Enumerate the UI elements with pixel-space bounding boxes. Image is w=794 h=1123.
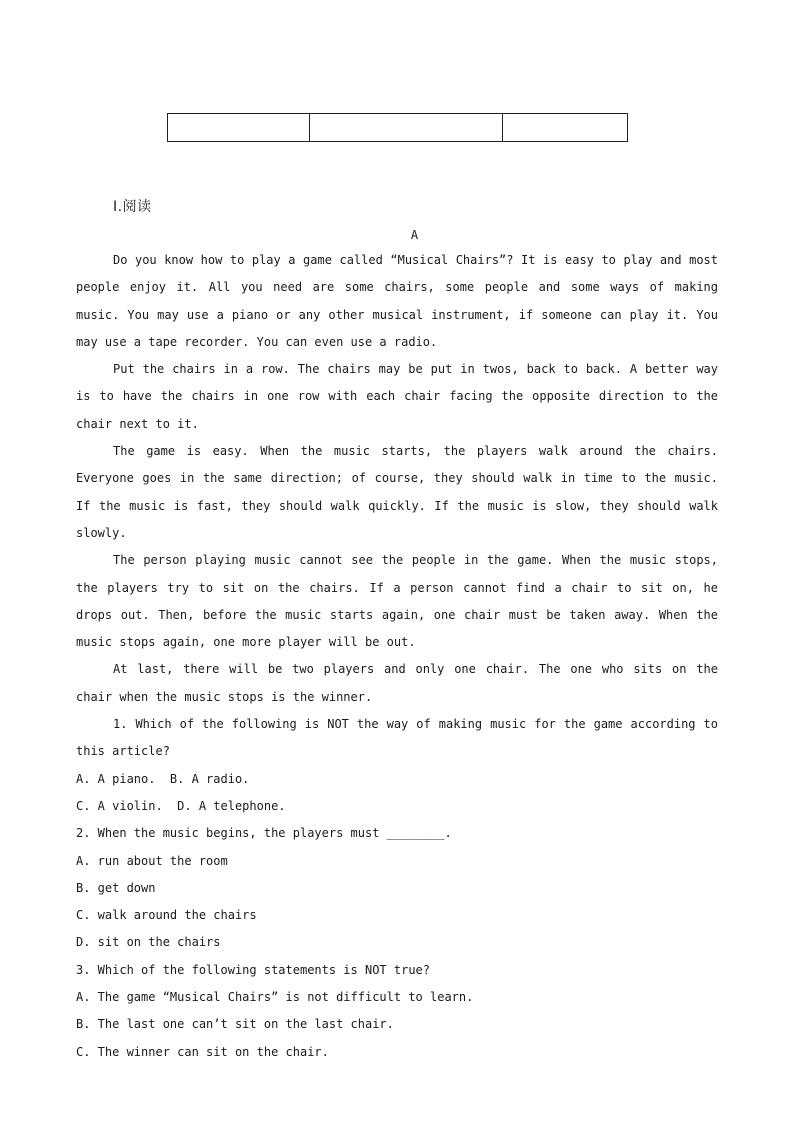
section-title: Ⅰ.阅读 (113, 199, 152, 215)
passage-paragraph: The game is easy. When the music starts, the players walk around the chairs. Everyone goes in the same direction; of course, they should walk in time to the music. If the music is fast, they should walk quickly. If the music is slow, they should walk slowly. (76, 444, 718, 540)
answer-option: A. A piano. B. A radio. (76, 771, 250, 786)
answer-option: A. run about the room (76, 853, 228, 868)
passage-paragraph: The person playing music cannot see the people in the game. When the music stops, the players try to sit on the chairs. If a person cannot find a chair to sit on, he drops out. Then, before the music starts again, one chair must be taken away. When the music stops again, one more player will be out. (76, 553, 718, 650)
answer-option: D. sit on the chairs (76, 935, 221, 950)
header-table-cell (503, 114, 628, 142)
answer-option: B. get down (76, 880, 156, 895)
question-stem: 1. Which of the following is NOT the way of making music for the game according to this article? (76, 717, 718, 759)
answer-option: B. The last one can’t sit on the last chair. (76, 1017, 394, 1032)
passage-label: A (410, 228, 419, 242)
question-stem: 3. Which of the following statements is NOT true? (76, 962, 431, 977)
question-stem: 2. When the music begins, the players must ________. (76, 826, 452, 841)
header-table-cell (310, 114, 503, 142)
passage-paragraph: Put the chairs in a row. The chairs may be put in twos, back to back. A better way is to have the chairs in one row with each chair facing the opposite direction to the chair next to it. (76, 362, 718, 431)
passage-paragraph: Do you know how to play a game called “Musical Chairs”? It is easy to play and most people enjoy it. All you need are some chairs, some people and some ways of making music. You may use a piano or any other musical instrument, if someone can play it. You may use a tape recorder. You can even use a radio. (76, 253, 718, 349)
answer-option: C. The winner can sit on the chair. (76, 1044, 329, 1059)
answer-option: A. The game “Musical Chairs” is not difficult to learn. (76, 990, 474, 1005)
header-table-row (168, 114, 628, 142)
reading-content (76, 247, 718, 1066)
passage-paragraph: At last, there will be two players and only one chair. The one who sits on the chair when the music stops is the winner. (76, 662, 718, 704)
header-table-cell (168, 114, 310, 142)
header-info-table (167, 113, 628, 142)
answer-option: C. walk around the chairs (76, 908, 257, 923)
answer-option: C. A violin. D. A telephone. (76, 798, 286, 813)
